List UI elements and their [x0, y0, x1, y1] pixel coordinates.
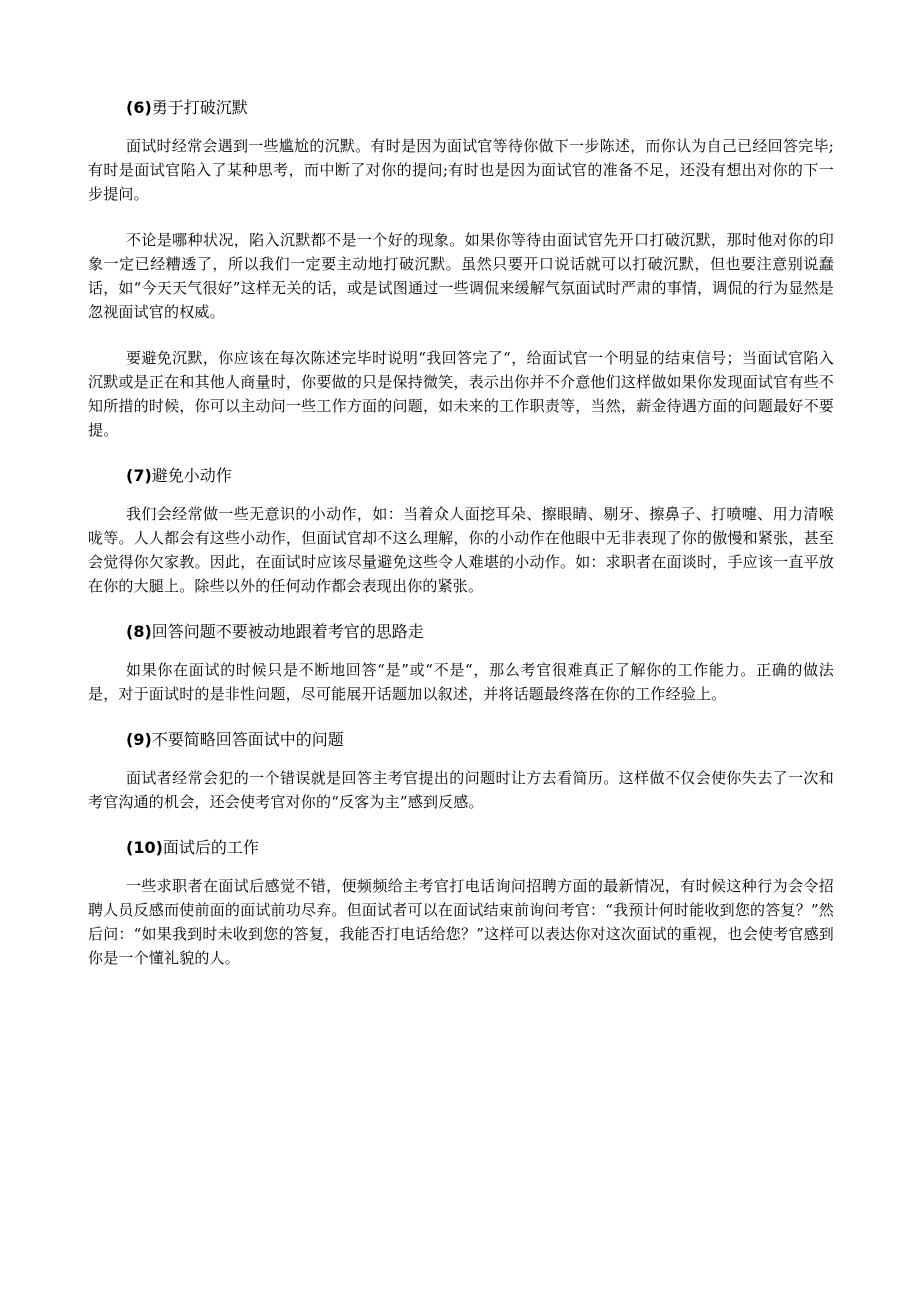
paragraph: 不论是哪种状况，陷入沉默都不是一个好的现象。如果你等待由面试官先开口打破沉默，那时他对你的印象一定已经糟透了，所以我们一定要主动地打破沉默。虽然只要开口说话就可以打破沉默，但也要注意别说蠢话，如“今天天气很好”这样无关的话，或是试图通过一些调侃来缓解气氛面试时严肃的事情，调侃的行为显然是忽视面试官的权威。 — [88, 231, 834, 321]
paragraph: 我们会经常做一些无意识的小动作，如：当着众人面挖耳朵、擦眼睛、剔牙、擦鼻子、打喷嚏、用力清喉咙等。人人都会有这些小动作，但面试官却不这么理解，你的小动作在他眼中无非表现了你的傲慢和紧张，甚至会觉得你欠家教。因此，在面试时应该尽量避免这些令人难堪的小动作。如：求职者在面谈时，手应该一直平放在你的大腿上。除些以外的任何动作都会表现出你的紧张。 — [88, 505, 834, 595]
paragraph: 如果你在面试的时候只是不断地回答“是”或“不是“，那么考官很难真正了解你的工作能力。正确的做法是，对于面试时的是非性问题，尽可能展开话题加以叙述，并将话题最终落在你的工作经验上。 — [88, 661, 834, 703]
paragraph: 面试时经常会遇到一些尴尬的沉默。有时是因为面试官等待你做下一步陈述，而你认为自己已经回答完毕;有时是面试官陷入了某种思考，而中断了对你的提问;有时也是因为面试官的准备不足，还没有想出对你的下一步提问。 — [88, 137, 834, 203]
section-number: (8) — [126, 622, 152, 641]
section-number: (10) — [126, 838, 163, 857]
paragraph: 面试者经常会犯的一个错误就是回答主考官提出的问题时让方去看简历。这样做不仅会使你失去了一次和考官沟通的机会，还会使考官对你的“反客为主”感到反感。 — [88, 769, 834, 811]
section-heading — [126, 836, 834, 860]
section-number: (9) — [126, 730, 152, 749]
paragraph: 要避免沉默，你应该在每次陈述完毕时说明“我回答完了“，给面试官一个明显的结束信号；当面试官陷入沉默或是正在和其他人商量时，你要做的只是保持微笑，表示出你并不介意他们这样做如果你发现面试官有些不知所措的时候，你可以主动问一些工作方面的问题，如未来的工作职责等，当然，薪金待遇方面的问题最好不要提。 — [88, 349, 834, 439]
section-number: (6) — [126, 98, 152, 117]
paragraph: 一些求职者在面试后感觉不错，便频频给主考官打电话询问招聘方面的最新情况，有时候这种行为会令招聘人员反感而使前面的面试前功尽弃。但面试者可以在面试结束前询问考官：“我预计何时能收到您的答复？”然后问：“如果我到时未收到您的答复，我能否打电话给您？”这样可以表达你对这次面试的重视，也会使考官感到你是一个懂礼貌的人。 — [88, 877, 834, 967]
section-title: 回答问题不要被动地跟着考官的思路走 — [151, 622, 424, 641]
section-number: (7) — [126, 466, 152, 485]
section-heading — [126, 620, 834, 644]
document-body — [88, 96, 834, 970]
section-heading — [126, 728, 834, 752]
section-title: 勇于打破沉默 — [151, 98, 248, 117]
section-title: 避免小动作 — [151, 466, 232, 485]
section-heading — [126, 464, 834, 488]
section-heading — [126, 96, 834, 120]
section-title: 面试后的工作 — [162, 838, 259, 857]
section-title: 不要简略回答面试中的问题 — [151, 730, 344, 749]
